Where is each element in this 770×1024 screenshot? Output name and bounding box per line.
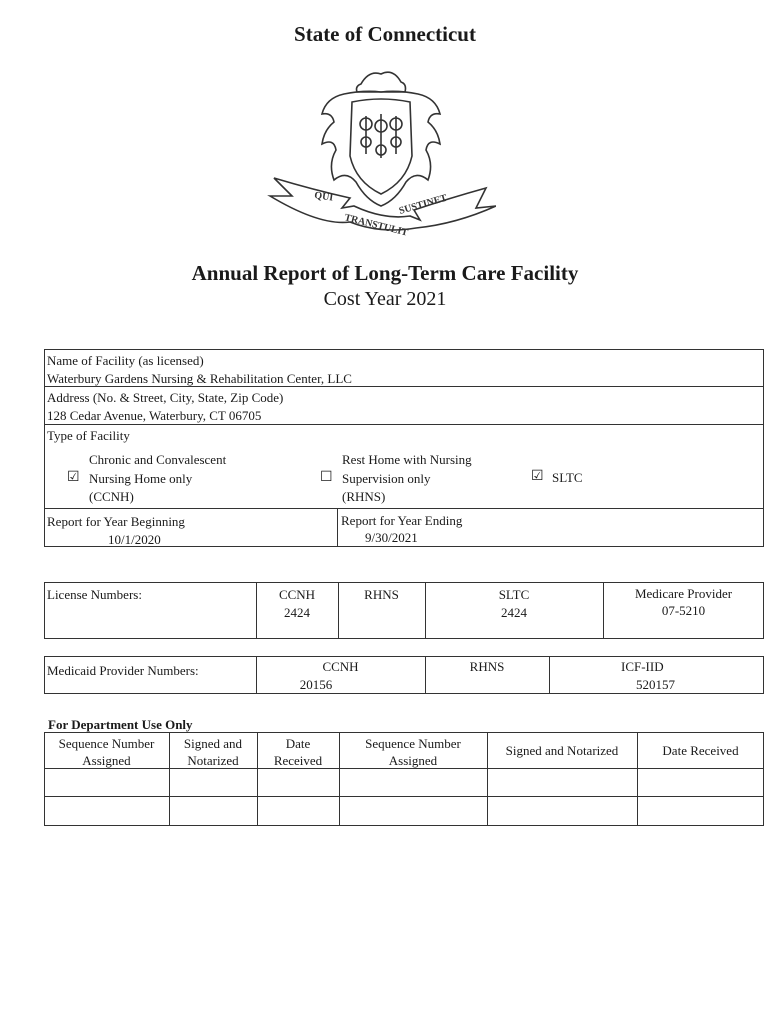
dept-header-signed-2: Signed and Notarized	[505, 743, 619, 758]
state-seal-logo	[266, 66, 496, 248]
medicaid-icf-label: ICF-IID	[621, 659, 664, 674]
dept-header-date-1b: Received	[273, 753, 323, 768]
department-use-title: For Department Use Only	[48, 717, 193, 732]
dept-header-seq-1b: Assigned	[82, 753, 131, 768]
medicaid-icf-value: 520157	[636, 677, 675, 692]
seal-motto-2: TRANSTULIT	[343, 212, 410, 239]
license-sltc-value: 2424	[501, 605, 527, 620]
facility-name: Waterbury Gardens Nursing & Rehabilitation Center, LLC	[47, 371, 352, 386]
medicaid-rhns-label: RHNS	[469, 659, 505, 674]
seal-motto-1: QUI	[313, 190, 334, 204]
type-ccnh-line3: (CCNH)	[89, 489, 134, 504]
dept-header-seq-2: Sequence Number	[365, 736, 461, 751]
year-end-label: Report for Year Ending	[341, 513, 463, 528]
dept-header-signed-1: Signed and	[183, 736, 243, 751]
dept-header-seq-1: Sequence Number	[58, 736, 155, 751]
address-value: 128 Cedar Avenue, Waterbury, CT 06705	[47, 408, 262, 423]
year-begin-label: Report for Year Beginning	[47, 514, 185, 529]
type-ccnh-line2: Nursing Home only	[89, 471, 193, 486]
state-title: State of Connecticut	[294, 22, 476, 46]
license-sltc-label: SLTC	[498, 587, 530, 602]
report-title: Annual Report of Long-Term Care Facility	[191, 261, 579, 285]
facility-name-label: Name of Facility (as licensed)	[47, 353, 204, 368]
facility-type-label: Type of Facility	[47, 428, 130, 443]
medicaid-ccnh-value: 20156	[299, 677, 333, 692]
ccnh-checkbox-checked[interactable]: ☑	[67, 470, 80, 485]
year-end-value: 9/30/2021	[365, 530, 418, 545]
dept-header-signed-1b: Notarized	[187, 753, 239, 768]
dept-header-seq-2b: Assigned	[388, 753, 438, 768]
type-sltc-label: SLTC	[552, 470, 583, 485]
sltc-checkbox-checked[interactable]: ☑	[531, 469, 544, 484]
year-begin-value: 10/1/2020	[108, 532, 161, 547]
dept-header-date-2: Date Received	[662, 743, 739, 758]
medicare-provider-label: Medicare Provider	[634, 586, 733, 601]
dept-header-date-1: Date	[285, 736, 311, 751]
medicare-provider-value: 07-5210	[661, 603, 706, 618]
type-rhns-line1: Rest Home with Nursing	[342, 452, 472, 467]
license-rhns-label: RHNS	[364, 587, 399, 602]
license-ccnh-value: 2424	[284, 605, 310, 620]
license-numbers-label: License Numbers:	[47, 587, 142, 602]
medicaid-numbers-label: Medicaid Provider Numbers:	[47, 663, 199, 678]
medicaid-ccnh-label: CCNH	[322, 659, 359, 674]
type-rhns-line3: (RHNS)	[342, 489, 386, 504]
rhns-checkbox[interactable]: ☐	[320, 470, 333, 485]
seal-motto-3: SUSTINET	[397, 192, 449, 217]
address-label: Address (No. & Street, City, State, Zip Code)	[47, 390, 284, 405]
cost-year: Cost Year 2021	[323, 288, 447, 310]
type-rhns-line2: Supervision only	[342, 471, 431, 486]
type-ccnh-line1: Chronic and Convalescent	[89, 452, 227, 467]
license-ccnh-label: CCNH	[278, 587, 316, 602]
